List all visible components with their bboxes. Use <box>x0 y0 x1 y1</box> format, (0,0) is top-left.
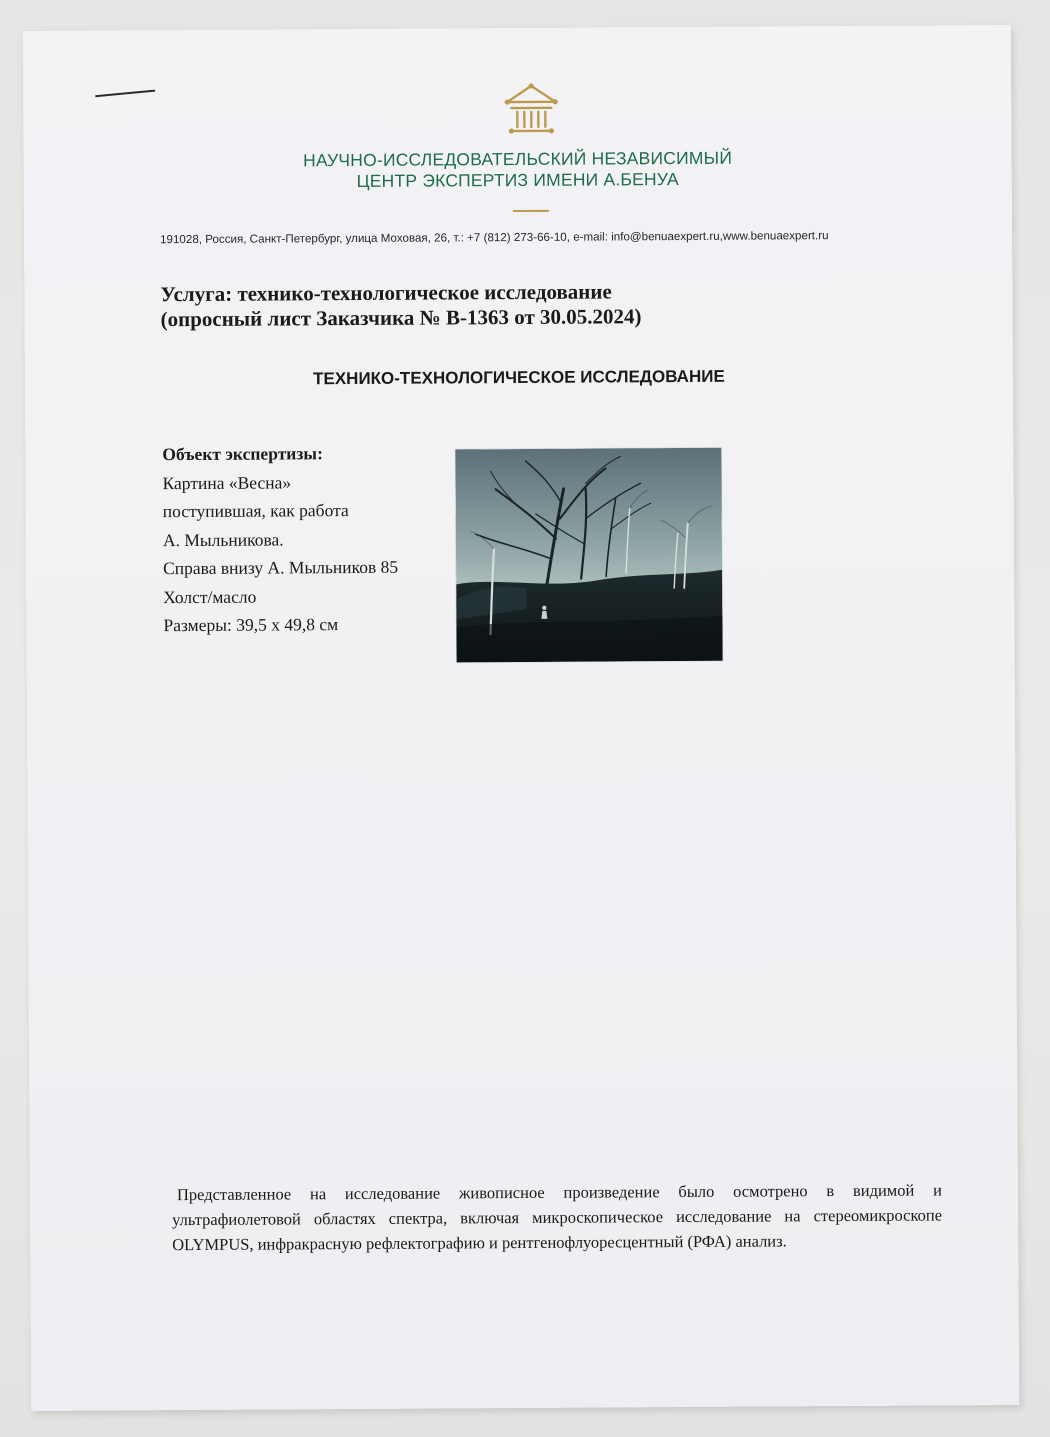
service-line1: Услуга: технико-технологическое исследование <box>160 279 612 307</box>
object-line: поступившая, как работа <box>162 500 349 522</box>
service-line2: (опросный лист Заказчика № В-1363 от 30.05.2024) <box>160 304 642 332</box>
conclusion-paragraph: Представленное на исследование живописное произведение было осмотрено в видимой и ультрафиолетовой областях спектра, включая микроскопическое исследование на стереомикроскопе OLYMPUS, инфракрасную рефлектографию и рентгенофлуоресцентный (РФА) анализ. <box>171 1180 943 1255</box>
document-title: ТЕХНИКО-ТЕХНОЛОГИЧЕСКОЕ ИССЛЕДОВАНИЕ <box>313 366 725 389</box>
pen-mark <box>95 90 155 98</box>
museum-building-icon <box>503 80 559 138</box>
object-line: Справа внизу А. Мыльников 85 <box>163 556 399 579</box>
service-block <box>160 279 641 332</box>
object-description <box>162 439 398 640</box>
document-sheet <box>23 25 1019 1411</box>
contact-address: 191028, Россия, Санкт-Петербург, улица Моховая, 26, т.: +7 (812) 273-66-10, e-mail: info@benuaexpert.ru,www.benuaexpert.ru <box>160 229 829 247</box>
object-line: Размеры: 39,5 х 49,8 см <box>163 614 339 636</box>
header-divider <box>513 210 549 212</box>
object-heading: Объект экспертизы: <box>162 443 323 465</box>
org-name-line1: НАУЧНО-ИССЛЕДОВАТЕЛЬСКИЙ НЕЗАВИСИМЫЙ <box>303 147 733 171</box>
object-line: А. Мыльникова. <box>162 528 284 550</box>
object-line: Холст/масло <box>163 586 257 607</box>
object-line: Картина «Весна» <box>162 471 292 493</box>
organization-name <box>24 146 1012 194</box>
org-name-line2: ЦЕНТР ЭКСПЕРТИЗ ИМЕНИ А.БЕНУА <box>356 169 679 191</box>
painting-photo <box>455 448 722 663</box>
